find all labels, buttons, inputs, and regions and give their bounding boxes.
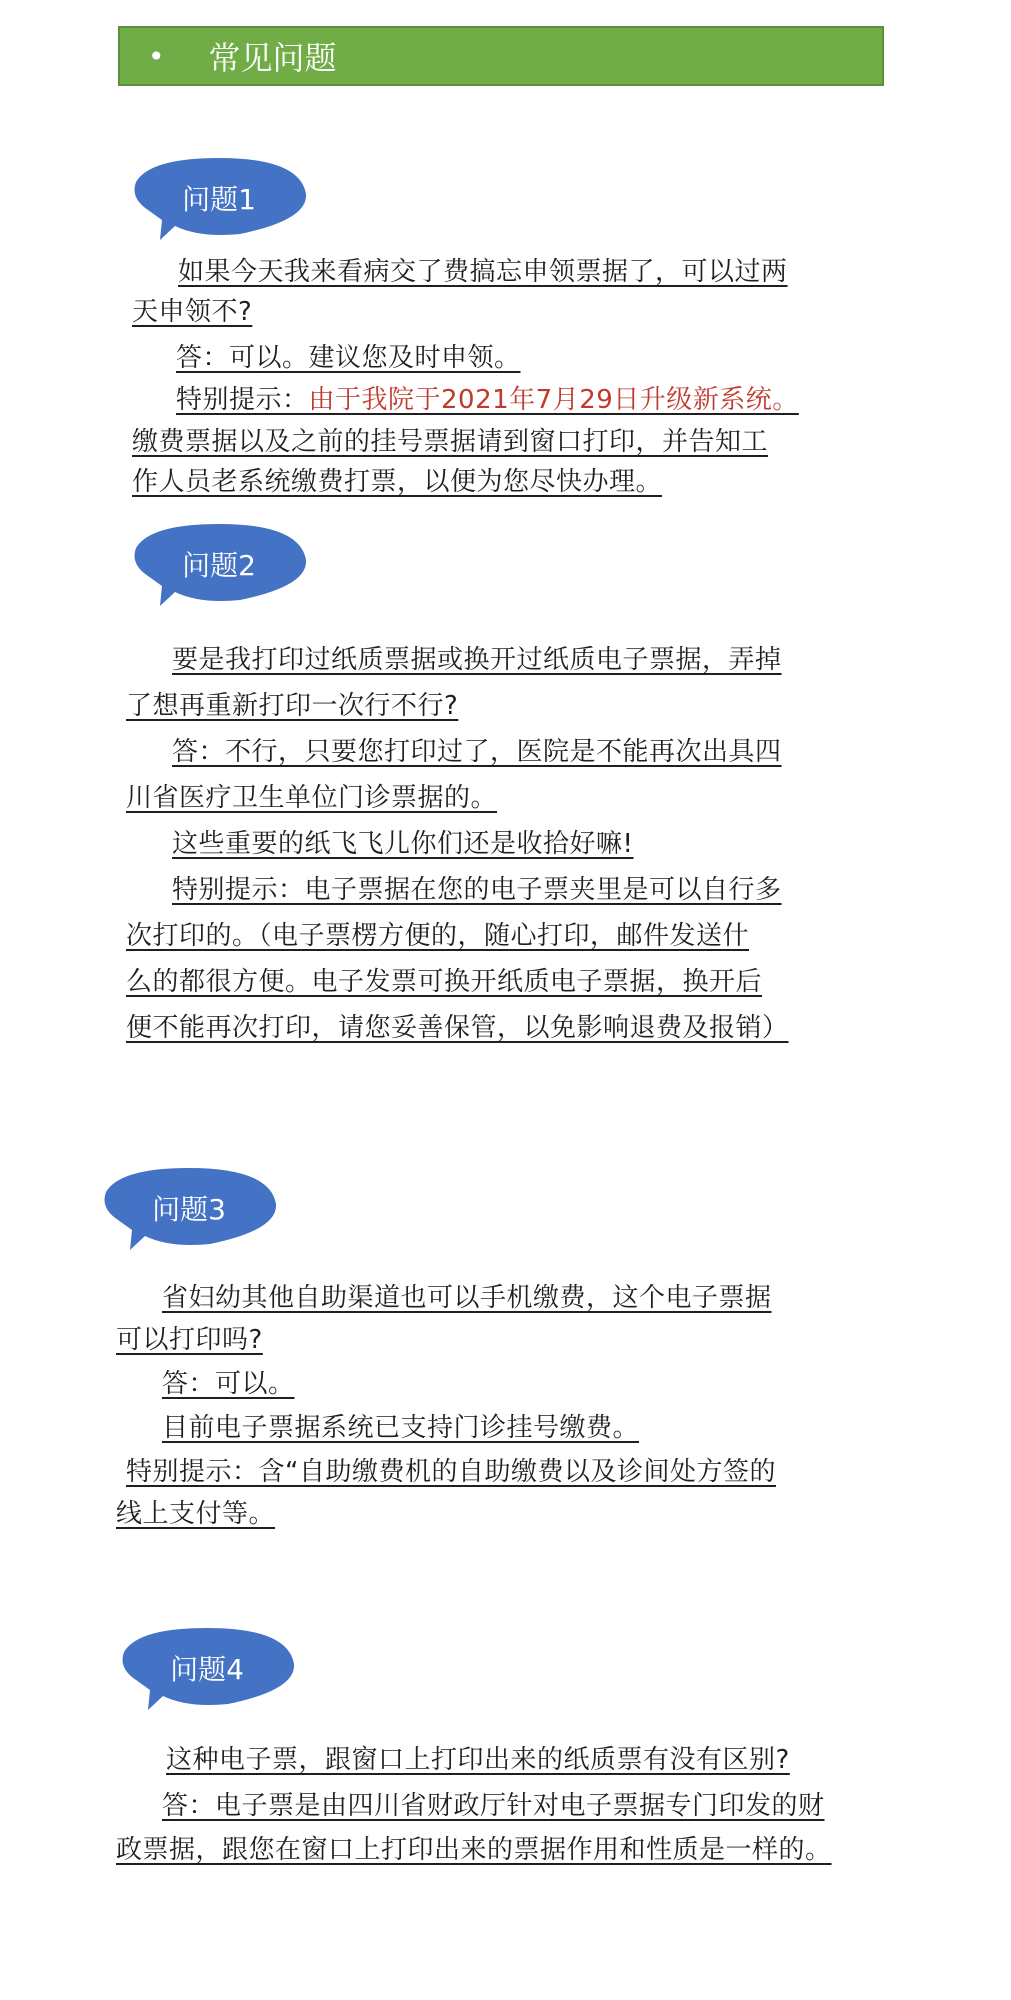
q4-answer-line-2: 政票据，跟您在窗口上打印出来的票据作用和性质是一样的。 xyxy=(116,1835,832,1865)
q1-note-label: 特别提示： xyxy=(176,385,309,415)
q3-note-line-1: 特别提示：含“自助缴费机的自助缴费以及诊间处方签的 xyxy=(126,1457,776,1487)
q1-note-line-1 xyxy=(132,382,799,418)
q2-note-line-1: 特别提示：电子票据在您的电子票夹里是可以自行多 xyxy=(172,875,782,905)
q3-answer: 答：可以。 xyxy=(162,1369,295,1399)
question-2-label: 问题2 xyxy=(182,549,256,582)
q3-note-line-2: 线上支付等。 xyxy=(116,1499,276,1529)
q4-question: 这种电子票，跟窗口上打印出来的纸质票有没有区别? xyxy=(166,1745,790,1775)
q2-remark: 这些重要的纸飞飞儿你们还是收拾好嘛! xyxy=(172,829,634,859)
section-header-banner xyxy=(118,26,884,86)
q1-note-line-3: 作人员老系统缴费打票，以便为您尽快办理。 xyxy=(132,467,663,497)
question-3-bubble xyxy=(100,1168,278,1248)
q3-question-line-1: 省妇幼其他自助渠道也可以手机缴费，这个电子票据 xyxy=(162,1283,772,1313)
q1-question-line-2: 天申领不? xyxy=(132,297,253,327)
q1-note-highlight: 由于我院于2021年7月29日升级新系统。 xyxy=(308,385,799,415)
bullet: • xyxy=(148,39,165,73)
q2-note-line-3: 么的都很方便。电子发票可换开纸质电子票据，换开后 xyxy=(126,967,763,997)
q2-question-line-1: 要是我打印过纸质票据或换开过纸质电子票据，弄掉 xyxy=(172,645,782,675)
q2-note-line-4: 便不能再次打印，请您妥善保管，以免影响退费及报销） xyxy=(126,1013,789,1043)
question-1-label: 问题1 xyxy=(182,183,256,216)
q2-question-line-2: 了想再重新打印一次行不行? xyxy=(126,691,459,721)
q1-answer: 答：可以。建议您及时申领。 xyxy=(176,343,521,373)
q1-note-line-2: 缴费票据以及之前的挂号票据请到窗口打印，并告知工 xyxy=(132,427,769,457)
q3-detail: 目前电子票据系统已支持门诊挂号缴费。 xyxy=(162,1413,640,1443)
q3-question-line-2: 可以打印吗? xyxy=(116,1325,263,1355)
q2-answer-line-2: 川省医疗卫生单位门诊票据的。 xyxy=(126,783,498,813)
question-2-bubble xyxy=(130,524,308,604)
question-1-bubble xyxy=(130,158,308,238)
question-4-bubble xyxy=(118,1628,296,1708)
q1-question-line-1: 如果今天我来看病交了费搞忘申领票据了，可以过两 xyxy=(178,257,788,287)
q2-answer-line-1: 答：不行，只要您打印过了，医院是不能再次出具四 xyxy=(172,737,782,767)
section-title: 常见问题 xyxy=(208,39,337,77)
q4-answer-line-1: 答：电子票是由四川省财政厅针对电子票据专门印发的财 xyxy=(162,1791,825,1821)
question-4-label: 问题4 xyxy=(170,1653,244,1686)
q2-note-line-2: 次打印的。（电子票楞方便的，随心打印，邮件发送什 xyxy=(126,921,750,951)
question-3-label: 问题3 xyxy=(152,1193,226,1226)
